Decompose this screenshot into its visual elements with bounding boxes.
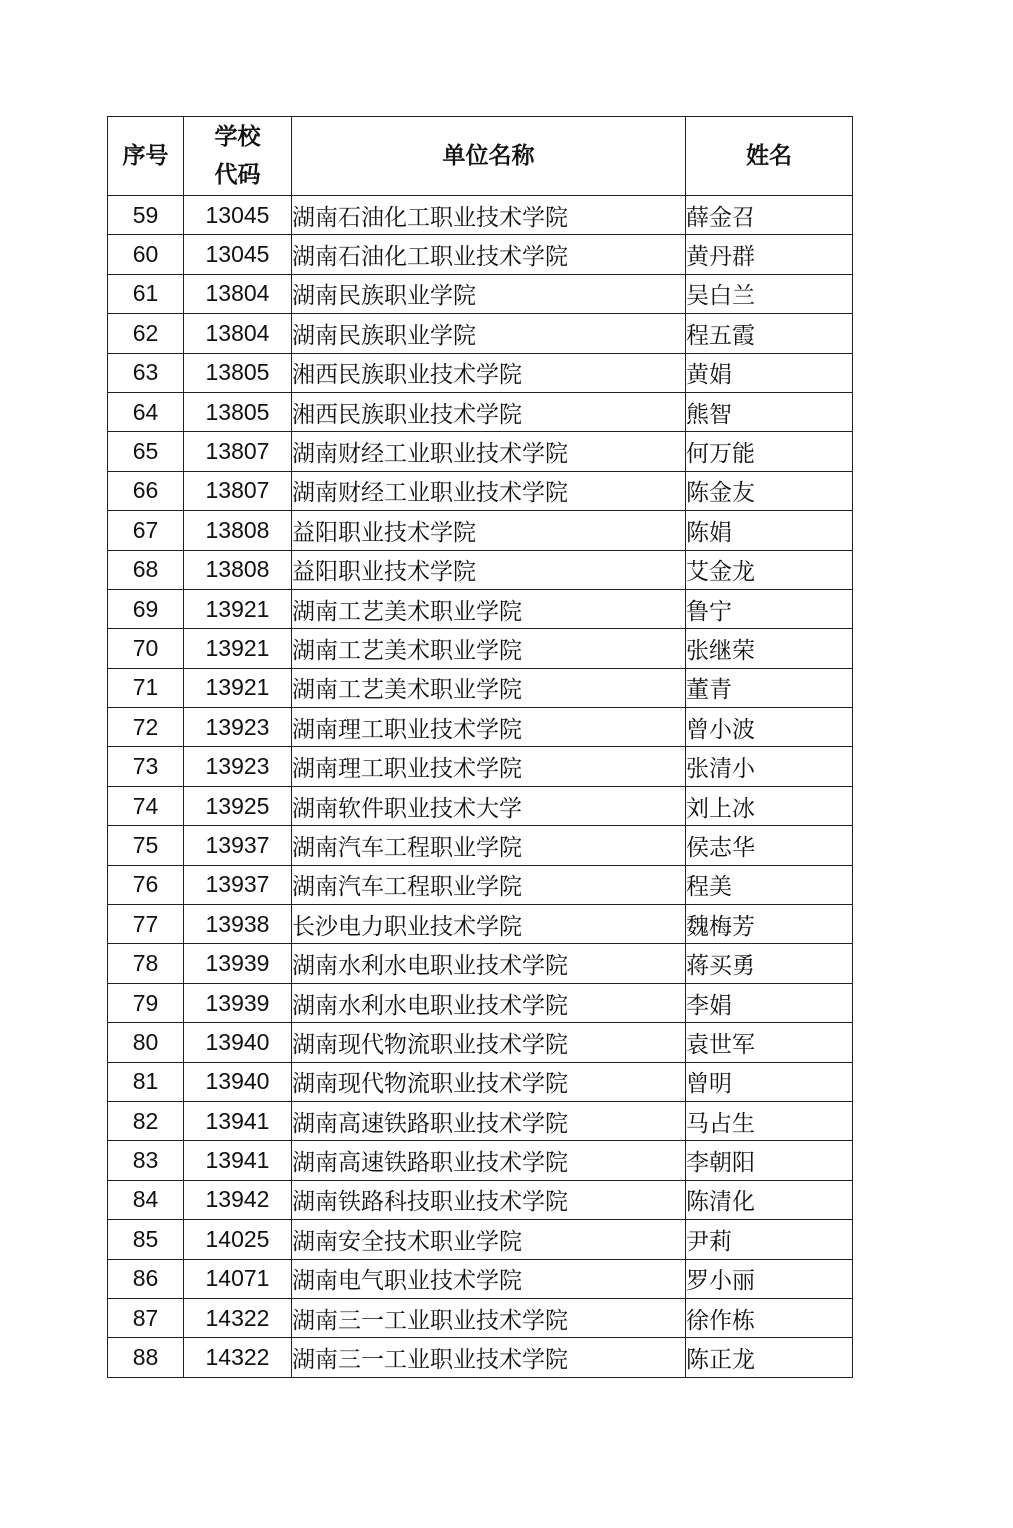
row-school-code-cell: 14322 [184,1298,292,1337]
table-row [108,905,853,944]
row-person-name-cell: 曾小波 [686,708,853,747]
table-row [108,983,853,1022]
row-unit-name-cell: 湖南铁路科技职业技术学院 [292,1180,686,1219]
row-unit-name-cell: 湖南财经工业职业技术学院 [292,471,686,510]
row-school-code-cell: 13045 [184,196,292,235]
row-school-code-cell: 14071 [184,1259,292,1298]
table-row [108,235,853,274]
row-seq-cell: 85 [108,1220,184,1259]
row-unit-name-cell: 湘西民族职业技术学院 [292,353,686,392]
row-unit-name-cell: 湖南工艺美术职业学院 [292,668,686,707]
roster-table [107,116,853,1378]
row-seq-cell: 71 [108,668,184,707]
row-seq-cell: 72 [108,708,184,747]
row-school-code-cell: 13808 [184,550,292,589]
row-school-code-cell: 14322 [184,1338,292,1377]
row-person-name-cell: 曾明 [686,1062,853,1101]
row-person-name-cell: 侯志华 [686,826,853,865]
row-seq-cell: 82 [108,1101,184,1140]
row-person-name-cell: 李娟 [686,983,853,1022]
table-header [108,117,853,196]
table-row [108,1141,853,1180]
row-person-name-cell: 薛金召 [686,196,853,235]
table-row [108,786,853,825]
row-school-code-cell: 13921 [184,668,292,707]
row-school-code-cell: 13939 [184,944,292,983]
row-school-code-cell: 13937 [184,826,292,865]
row-person-name-cell: 陈清化 [686,1180,853,1219]
table-row [108,865,853,904]
row-person-name-cell: 张继荣 [686,629,853,668]
row-unit-name-cell: 湖南现代物流职业技术学院 [292,1023,686,1062]
table-row [108,1101,853,1140]
row-unit-name-cell: 湖南石油化工职业技术学院 [292,196,686,235]
row-unit-name-cell: 长沙电力职业技术学院 [292,905,686,944]
row-unit-name-cell: 湖南水利水电职业技术学院 [292,983,686,1022]
row-person-name-cell: 何万能 [686,432,853,471]
table-row [108,392,853,431]
row-seq-cell: 81 [108,1062,184,1101]
row-unit-name-cell: 湖南现代物流职业技术学院 [292,1062,686,1101]
row-person-name-cell: 袁世军 [686,1023,853,1062]
table-row [108,274,853,313]
table-row [108,432,853,471]
row-person-name-cell: 程五霞 [686,314,853,353]
row-school-code-cell: 13921 [184,629,292,668]
row-seq-cell: 87 [108,1298,184,1337]
row-person-name-cell: 黄丹群 [686,235,853,274]
row-unit-name-cell: 湖南水利水电职业技术学院 [292,944,686,983]
header-person-name: 姓名 [686,117,853,196]
row-seq-cell: 77 [108,905,184,944]
row-school-code-cell: 13941 [184,1141,292,1180]
row-school-code-cell: 13939 [184,983,292,1022]
row-school-code-cell: 13807 [184,471,292,510]
row-school-code-cell: 13941 [184,1101,292,1140]
row-school-code-cell: 13923 [184,747,292,786]
row-person-name-cell: 李朝阳 [686,1141,853,1180]
table-row [108,1220,853,1259]
row-seq-cell: 59 [108,196,184,235]
row-unit-name-cell: 湖南汽车工程职业学院 [292,826,686,865]
header-school-code [184,117,292,196]
row-school-code-cell: 13925 [184,786,292,825]
row-seq-cell: 60 [108,235,184,274]
row-unit-name-cell: 湖南高速铁路职业技术学院 [292,1101,686,1140]
header-school-code-line1: 学校 [214,124,261,150]
row-unit-name-cell: 湖南财经工业职业技术学院 [292,432,686,471]
row-seq-cell: 74 [108,786,184,825]
row-unit-name-cell: 湖南安全技术职业学院 [292,1220,686,1259]
row-unit-name-cell: 湖南民族职业学院 [292,274,686,313]
row-school-code-cell: 13940 [184,1062,292,1101]
row-seq-cell: 80 [108,1023,184,1062]
row-school-code-cell: 14025 [184,1220,292,1259]
row-seq-cell: 68 [108,550,184,589]
row-unit-name-cell: 湖南工艺美术职业学院 [292,629,686,668]
row-school-code-cell: 13808 [184,511,292,550]
row-person-name-cell: 熊智 [686,392,853,431]
row-seq-cell: 86 [108,1259,184,1298]
row-person-name-cell: 黄娟 [686,353,853,392]
row-unit-name-cell: 湖南软件职业技术大学 [292,786,686,825]
row-person-name-cell: 陈金友 [686,471,853,510]
row-person-name-cell: 鲁宁 [686,589,853,628]
table-row [108,589,853,628]
row-seq-cell: 76 [108,865,184,904]
row-school-code-cell: 13923 [184,708,292,747]
row-school-code-cell: 13938 [184,905,292,944]
row-seq-cell: 88 [108,1338,184,1377]
row-school-code-cell: 13942 [184,1180,292,1219]
row-seq-cell: 83 [108,1141,184,1180]
row-unit-name-cell: 湖南电气职业技术学院 [292,1259,686,1298]
row-seq-cell: 65 [108,432,184,471]
row-seq-cell: 63 [108,353,184,392]
table-row [108,1298,853,1337]
row-person-name-cell: 罗小丽 [686,1259,853,1298]
table-row [108,550,853,589]
row-unit-name-cell: 益阳职业技术学院 [292,550,686,589]
table-row [108,1259,853,1298]
row-unit-name-cell: 湖南工艺美术职业学院 [292,589,686,628]
row-unit-name-cell: 湖南三一工业职业技术学院 [292,1298,686,1337]
table-row [108,747,853,786]
row-seq-cell: 62 [108,314,184,353]
table-row [108,1023,853,1062]
row-unit-name-cell: 湖南石油化工职业技术学院 [292,235,686,274]
row-unit-name-cell: 湖南理工职业技术学院 [292,747,686,786]
row-school-code-cell: 13804 [184,314,292,353]
table-row [108,1062,853,1101]
row-unit-name-cell: 湘西民族职业技术学院 [292,392,686,431]
table-row [108,511,853,550]
row-person-name-cell: 陈娟 [686,511,853,550]
row-person-name-cell: 马占生 [686,1101,853,1140]
table-row [108,353,853,392]
row-seq-cell: 64 [108,392,184,431]
header-row [108,117,853,196]
row-unit-name-cell: 湖南民族职业学院 [292,314,686,353]
row-seq-cell: 79 [108,983,184,1022]
row-seq-cell: 61 [108,274,184,313]
row-seq-cell: 75 [108,826,184,865]
header-seq: 序号 [108,117,184,196]
row-school-code-cell: 13804 [184,274,292,313]
row-person-name-cell: 徐作栋 [686,1298,853,1337]
row-person-name-cell: 董青 [686,668,853,707]
row-person-name-cell: 尹莉 [686,1220,853,1259]
row-unit-name-cell: 湖南三一工业职业技术学院 [292,1338,686,1377]
row-person-name-cell: 吴白兰 [686,274,853,313]
row-school-code-cell: 13045 [184,235,292,274]
row-school-code-cell: 13807 [184,432,292,471]
row-seq-cell: 70 [108,629,184,668]
row-school-code-cell: 13805 [184,392,292,431]
table-row [108,314,853,353]
row-person-name-cell: 艾金龙 [686,550,853,589]
row-seq-cell: 73 [108,747,184,786]
row-person-name-cell: 刘上冰 [686,786,853,825]
header-unit-name: 单位名称 [292,117,686,196]
row-school-code-cell: 13937 [184,865,292,904]
row-seq-cell: 67 [108,511,184,550]
row-school-code-cell: 13921 [184,589,292,628]
row-seq-cell: 78 [108,944,184,983]
row-person-name-cell: 蒋买勇 [686,944,853,983]
table-row [108,196,853,235]
row-seq-cell: 66 [108,471,184,510]
row-unit-name-cell: 益阳职业技术学院 [292,511,686,550]
row-school-code-cell: 13805 [184,353,292,392]
table-row [108,708,853,747]
header-school-code-line2: 代码 [214,162,261,188]
table-row [108,629,853,668]
table-row [108,1180,853,1219]
row-school-code-cell: 13940 [184,1023,292,1062]
row-unit-name-cell: 湖南高速铁路职业技术学院 [292,1141,686,1180]
row-person-name-cell: 程美 [686,865,853,904]
row-person-name-cell: 陈正龙 [686,1338,853,1377]
row-seq-cell: 84 [108,1180,184,1219]
table-row [108,1338,853,1377]
row-unit-name-cell: 湖南理工职业技术学院 [292,708,686,747]
table-row [108,944,853,983]
row-person-name-cell: 魏梅芳 [686,905,853,944]
row-seq-cell: 69 [108,589,184,628]
row-unit-name-cell: 湖南汽车工程职业学院 [292,865,686,904]
table-row [108,471,853,510]
table-row [108,668,853,707]
row-person-name-cell: 张清小 [686,747,853,786]
table-body [108,196,853,1378]
table-row [108,826,853,865]
